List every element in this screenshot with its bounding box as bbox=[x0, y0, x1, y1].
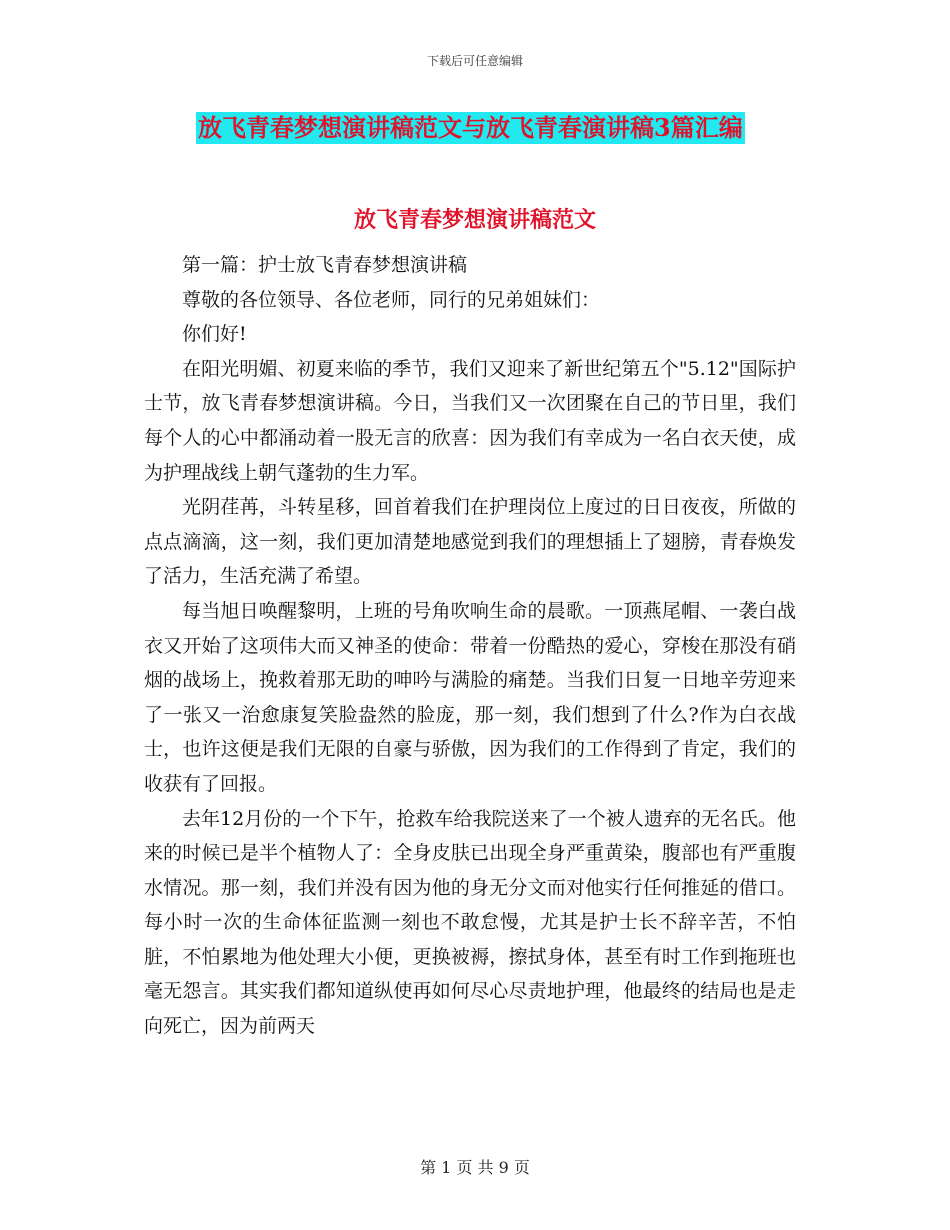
body-text bbox=[144, 248, 796, 1044]
section-title: 放飞青春梦想演讲稿范文 bbox=[353, 207, 596, 233]
document-title: 放飞青春梦想演讲稿范文与放飞青春演讲稿3篇汇编 bbox=[198, 113, 743, 142]
paragraph: 第一篇：护士放飞青春梦想演讲稿 bbox=[182, 254, 468, 276]
paragraph: 在阳光明媚、初夏来临的季节，我们又迎来了新世纪第五个"5.12"国际护士节，放飞青春梦想演讲稿。今日，当我们又一次团聚在自己的节日里，我们每个人的心中都涌动着一股无言的欣喜：因为我们有幸成为一名白衣天使，成为护理战线上朝气蓬勃的生力军。 bbox=[144, 357, 796, 484]
paragraph: 尊敬的各位领导、各位老师，同行的兄弟姐妹们： bbox=[182, 288, 601, 311]
paragraph: 去年12月份的一个下午，抢救车给我院送来了一个被人遗弃的无名氏。他来的时候已是半个植物人了：全身皮肤已出现全身严重黄染，腹部也有严重腹水情况。那一刻，我们并没有因为他的身无分文而对他实行任何推延的借口。每小时一次的生命体征监测一刻也不敢怠慢，尤其是护士长不辞辛苦，不怕脏，不怕累地为他处理大小便，更换被褥，擦拭身体，甚至有时工作到拖班也毫无怨言。其实我们都知道纵使再如何尽心尽责地护理，他最终的结局也是走向死亡，因为前两天 bbox=[144, 807, 796, 1038]
paragraph: 你们好! bbox=[182, 323, 247, 346]
page-number-footer: 第 1 页 共 9 页 bbox=[420, 1158, 530, 1177]
page-header-note: 下载后可任意编辑 bbox=[426, 54, 523, 68]
paragraph: 每当旭日唤醒黎明，上班的号角吹响生命的晨歌。一顶燕尾帽、一袭白战衣又开始了这项伟大而又神圣的使命：带着一份酷热的爱心，穿梭在那没有硝烟的战场上，挽救着那无助的呻吟与满脸的痛楚。当我们日复一日地辛劳迎来了一张又一治愈康复笑脸盎然的脸庞，那一刻，我们想到了什么?作为白衣战士，也许这便是我们无限的自豪与骄傲，因为我们的工作得到了肯定，我们的收获有了回报。 bbox=[144, 599, 796, 795]
paragraph: 光阴荏苒，斗转星移，回首着我们在护理岗位上度过的日日夜夜，所做的点点滴滴，这一刻，我们更加清楚地感觉到我们的理想插上了翅膀，青春焕发了活力，生活充满了希望。 bbox=[144, 496, 796, 588]
